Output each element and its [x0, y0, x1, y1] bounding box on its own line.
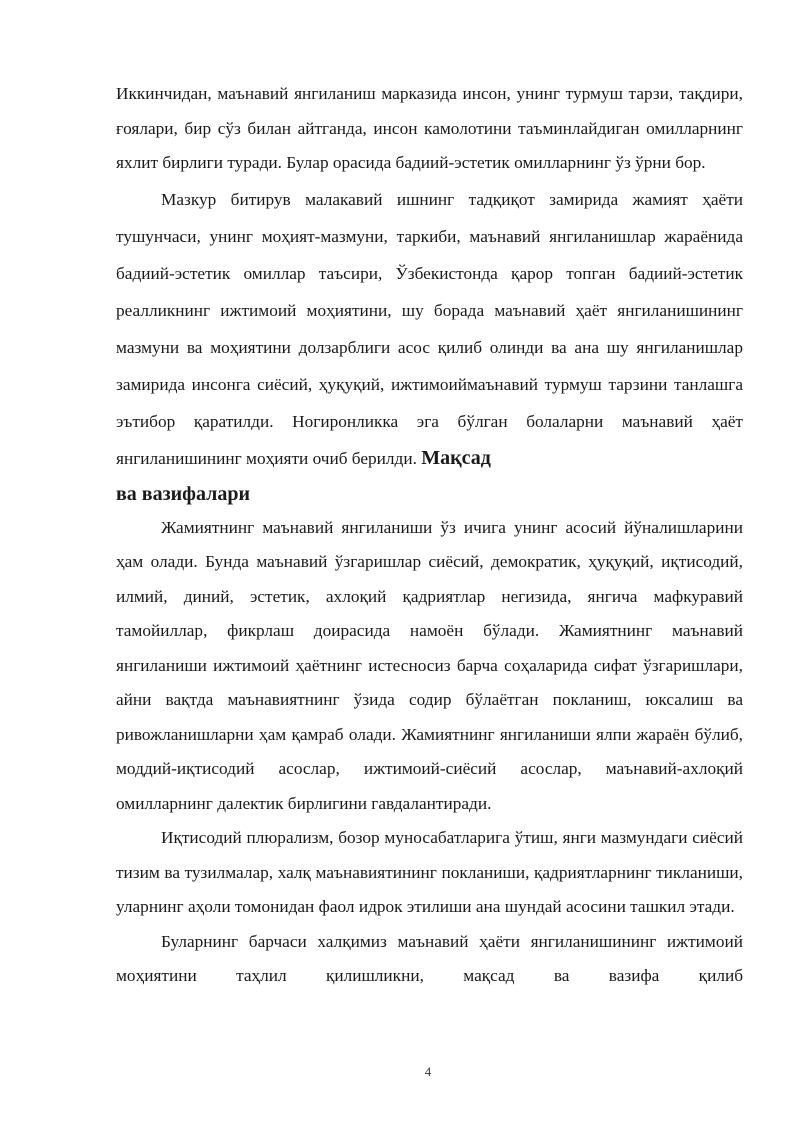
paragraph-society: Жамиятнинг маънавий янгиланиши ўз ичига унинг асосий йўналишларини ҳам олади. Бунда маънавий ўзгаришлар сиёсий, демократик, ҳуқуқий, иқтисодий, илмий, диний, эстетик, ахлоқий қадриятлар негизида, янгича мафкуравий тамойиллар, фикрлаш доирасида намоён бўлади. Жамиятнинг маънавий янгиланиши ижтимоий ҳаётнинг истесносиз барча соҳаларида сифат ўзгаришлари, айни вақтда маънавиятнинг ўзида содир бўлаётган покланиш, юксалиш ва ривожланишларни ҳам қамраб олади. Жамиятнинг янгиланиши ялпи жараён бўлиб, моддий-иқтисодий асослар, ижтимоий-сиёсий асослар, маънавий-ахлоқий омилларнинг далектик бирлигини гавдалантиради.	[116, 517, 743, 813]
section-heading-part2: ва вазифалари	[116, 482, 251, 505]
paragraph-final: Буларнинг барчаси халқимиз маънавий ҳаёти янгиланишининг ижтимоий моҳиятини таҳлил қилишликни, мақсад ва вазифа қилиб	[116, 931, 743, 985]
page-number: 4	[424, 1064, 432, 1079]
paragraph-intro: Иккинчидан, маънавий янгиланиш марказида инсон, унинг турмуш тарзи, тақдири, ғоялари, бир сўз билан айтганда, инсон камолотини таъминлайдиган омилларнинг яхлит бирлиги туради. Булар орасида бадиий-эстетик омилларнинг ўз ўрни бор.	[116, 84, 743, 172]
document-page	[116, 77, 743, 994]
paragraph-research-text: Мазкур битирув малакавий ишнинг тадқиқот замирида жамият ҳаёти тушунчаси, унинг моҳият-мазмуни, таркиби, маънавий янгиланишлар жараёнида бадиий-эстетик омиллар таъсири, Ўзбекистонда қарор топган бадиий-эстетик реалликнинг ижтимоий моҳиятини, шу борада маънавий ҳаёт янгиланишининг мазмуни ва моҳиятини долзарблиги асос қилиб олинди ва ана шу янгиланишлар замирида инсонга сиёсий, ҳуқуқий, ижтимоиймаънавий турмуш тарзини танлашга эътибор қаратилди. Ногиронликка эга бўлган болаларни маънавий ҳаёт янгиланишининг моҳияти очиб берилди.	[116, 189, 743, 468]
section-heading-part1: Мақсад	[421, 446, 491, 469]
paragraph-research	[116, 181, 743, 477]
paragraph-economy: Иқтисодий плюрализм, бозор муносабатларига ўтиш, янги мазмундаги сиёсий тизим ва тузилмалар, халқ маънавиятининг покланиши, қадриятларнинг тикланиши, уларнинг аҳоли томонидан фаол идрок этилиши ана шундай асосини ташкил этади.	[116, 828, 743, 916]
